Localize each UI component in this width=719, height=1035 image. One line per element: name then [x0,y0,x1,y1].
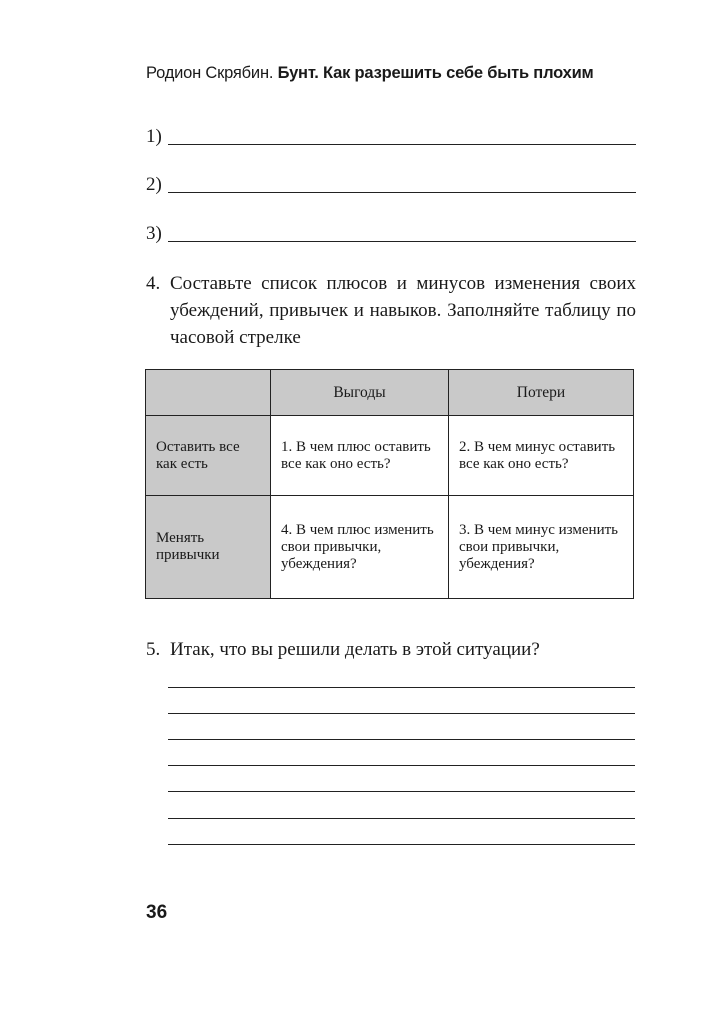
table-header-losses: Потери [449,370,634,416]
write-line [168,818,635,819]
gains-cell: 4. В чем плюс изменить свои привычки, убеждения? [271,496,449,599]
table-header-corner [146,370,271,416]
exercise-item-5 [146,636,636,663]
running-header [146,64,594,83]
answer-line-number: 2) [146,174,162,195]
table-header-gains: Выгоды [271,370,449,416]
losses-cell: 2. В чем минус оставить все как оно есть? [449,416,634,496]
header-author: Родион Скрябин. [146,64,274,82]
header-title: Бунт. Как разрешить себе быть плохим [277,64,594,82]
answer-line-3 [146,223,636,247]
item-number: 4. [146,273,161,294]
answer-line-2 [146,174,636,198]
write-line [168,791,635,792]
pros-cons-table [145,369,634,599]
answer-rule [168,241,636,242]
page-number: 36 [146,902,168,923]
answer-rule [168,144,636,145]
gains-cell: 1. В чем плюс оставить все как оно есть? [271,416,449,496]
write-line [168,765,635,766]
item-text: Итак, что вы решили делать в этой ситуации? [170,639,540,660]
table-header-row [146,370,634,416]
answer-rule [168,192,636,193]
exercise-item-4 [146,270,636,351]
item-text: Составьте список плюсов и минусов изменения своих убеждений, привычек и навыков. Заполняйте таблицу по часовой стрелке [170,273,636,348]
write-line [168,739,635,740]
write-line [168,713,635,714]
item-number: 5. [146,639,161,660]
write-line [168,844,635,845]
table-row [146,416,634,496]
row-label: Менять привычки [146,496,271,599]
write-line [168,687,635,688]
answer-line-number: 3) [146,223,162,244]
losses-cell: 3. В чем минус изменить свои привычки, убеждения? [449,496,634,599]
answer-line-number: 1) [146,126,162,147]
answer-line-1 [146,126,636,150]
row-label: Оставить все как есть [146,416,271,496]
table-row [146,496,634,599]
